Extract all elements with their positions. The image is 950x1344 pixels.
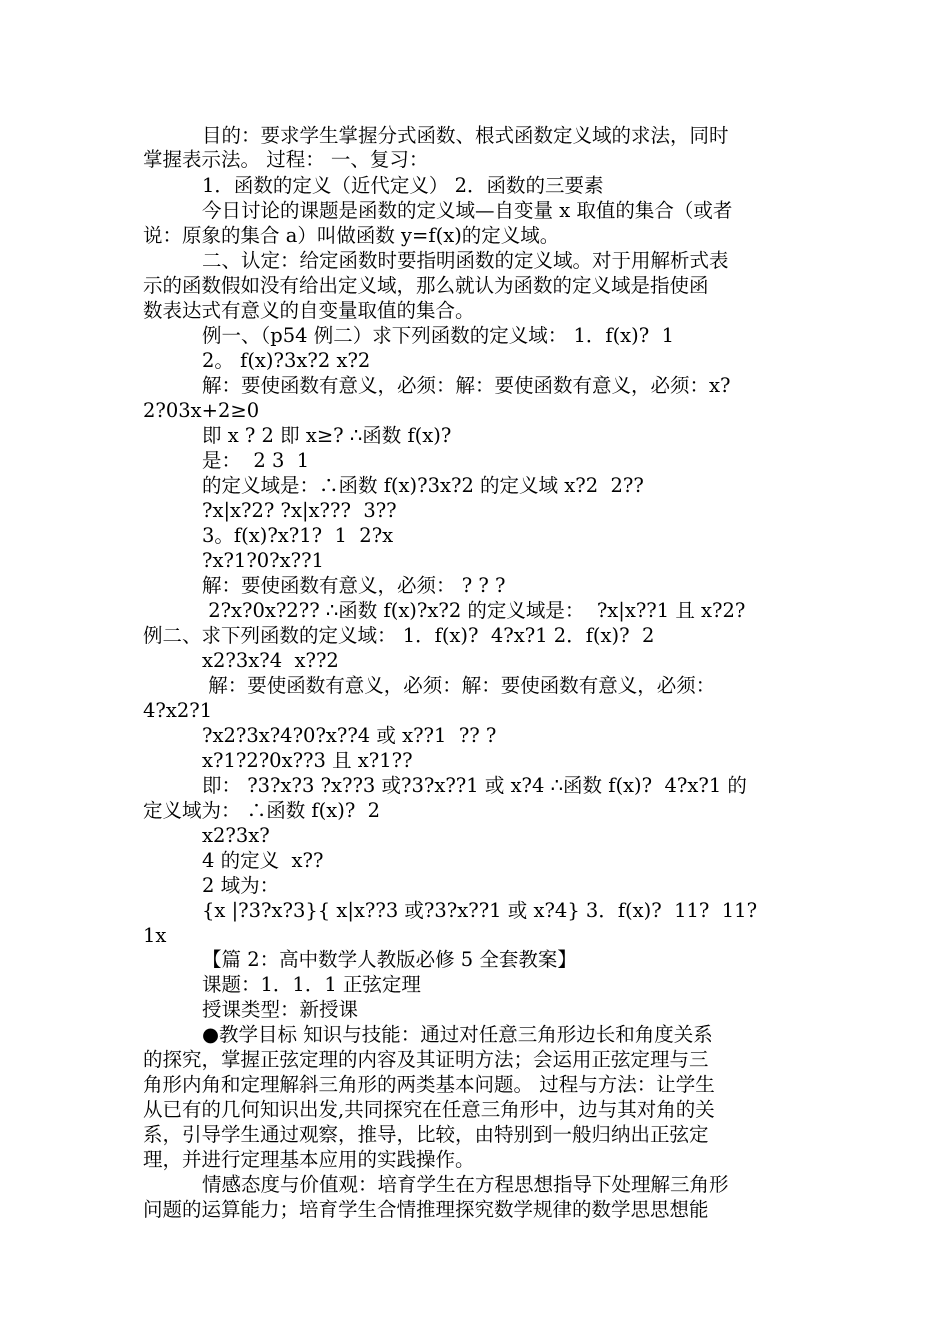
text-line: {x |?3?x?3}{ x|x??3 或?3?x??1 或 x?4} 3．f(x)? 11? 11?: [202, 899, 758, 922]
text-line: ●教学目标 知识与技能：通过对任意三角形边长和角度关系: [202, 1023, 713, 1046]
text-line: 即： ?3?x?3 ?x??3 或?3?x??1 或 x?4 ∴函数 f(x)? 4?x?1 的: [202, 774, 747, 797]
text-line: 问题的运算能力；培育学生合情推理探究数学规律的数学思思想能: [143, 1198, 709, 1221]
text-line: 从已有的几何知识出发,共同探究在任意三角形中，边与其对角的关: [143, 1098, 715, 1121]
text-line: 解：要使函数有意义，必须：解：要使函数有意义，必须：x?: [202, 374, 731, 397]
text-line: 掌握表示法。 过程： 一、复习：: [143, 148, 429, 171]
text-line: 理，并进行定理基本应用的实践操作。: [143, 1148, 475, 1171]
text-line: 今日讨论的课题是函数的定义域—自变量 x 取值的集合（或者: [202, 199, 733, 222]
text-line: 解：要使函数有意义，必须： ? ? ?: [202, 574, 506, 597]
text-line: 二、认定：给定函数时要指明函数的定义域。对于用解析式表: [202, 249, 729, 272]
text-line: 2。 f(x)?3x?2 x?2: [202, 349, 371, 372]
text-line: 4 的定义 x??: [202, 849, 324, 872]
text-line: 定义域为： ∴函数 f(x)? 2: [143, 799, 381, 822]
text-line: 2 域为：: [202, 874, 280, 897]
text-line: 示的函数假如没有给出定义域，那么就认为函数的定义域是指使函: [143, 274, 709, 297]
text-line: 情感态度与价值观：培育学生在方程思想指导下处理解三角形: [202, 1173, 729, 1196]
text-line: x2?3x?: [202, 824, 270, 847]
text-line: 的定义域是：∴函数 f(x)?3x?2 的定义域 x?2 2??: [202, 474, 644, 497]
text-line: 课题：1．1．1 正弦定理: [202, 973, 421, 996]
text-line: 3。f(x)?x?1? 1 2?x: [202, 524, 394, 547]
text-line: 数表达式有意义的自变量取值的集合。: [143, 299, 475, 322]
text-line: x?1?2?0x??3 且 x?1??: [202, 749, 413, 772]
text-line: 说：原象的集合 a）叫做函数 y=f(x)的定义域。: [143, 224, 560, 247]
text-line: 是： 2 3 1: [202, 449, 310, 472]
text-line: 1x: [143, 924, 167, 947]
text-line: 例一、（p54 例二）求下列函数的定义域： 1．f(x)? 1: [202, 324, 675, 347]
text-line: 即 x ? 2 即 x≥? ∴函数 f(x)?: [202, 424, 452, 447]
text-line: 角形内角和定理解斜三角形的两类基本问题。 过程与方法：让学生: [143, 1073, 715, 1096]
text-line: 1．函数的定义（近代定义） 2．函数的三要素: [202, 174, 604, 197]
text-line: x2?3x?4 x??2: [202, 649, 339, 672]
text-line: ?x2?3x?4?0?x??4 或 x??1 ?? ?: [202, 724, 497, 747]
text-line: 2?x?0x?2?? ∴函数 f(x)?x?2 的定义域是： ?x|x??1 且 x?2?: [202, 599, 746, 622]
text-line: 系，引导学生通过观察，推导，比较，由特别到一般归纳出正弦定: [143, 1123, 709, 1146]
text-line: 例二、求下列函数的定义域： 1．f(x)? 4?x?1 2．f(x)? 2: [143, 624, 655, 647]
text-line: 的探究，掌握正弦定理的内容及其证明方法；会运用正弦定理与三: [143, 1048, 709, 1071]
text-line: 授课类型：新授课: [202, 998, 359, 1021]
text-line: 2?03x+2≥0: [143, 399, 260, 422]
text-line: 解：要使函数有意义，必须：解：要使函数有意义，必须：: [202, 674, 716, 697]
text-line: ?x|x?2? ?x|x??? 3??: [202, 499, 397, 522]
text-line: 目的：要求学生掌握分式函数、根式函数定义域的求法，同时: [202, 124, 729, 147]
text-line: 4?x2?1: [143, 699, 213, 722]
text-line: ?x?1?0?x??1: [202, 549, 324, 572]
section-heading: 【篇 2：高中数学人教版必修 5 全套教案】: [202, 948, 577, 971]
